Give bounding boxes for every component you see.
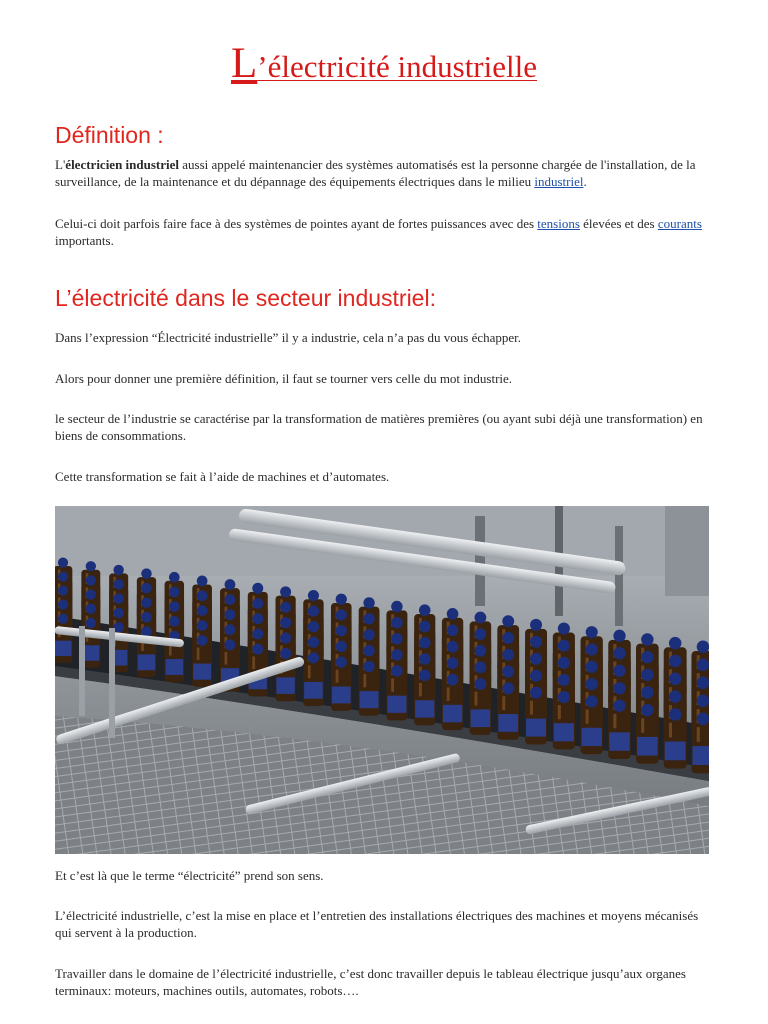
title-rest: ’électricité industrielle [257, 49, 537, 84]
secteur-paragraph-2: Alors pour donner une première définition, il faut se tourner vers celle du mot industrie. [55, 371, 513, 386]
p2-text-3: importants. [55, 233, 114, 248]
p1-suffix: . [583, 174, 587, 189]
definition-paragraph-1 [55, 156, 710, 190]
secteur-paragraph-6: L’électricité industrielle, c’est la mise en place et l’entretien des installations électriques des machines et moyens mécanisés qui servent à la production. [55, 908, 699, 940]
industriel-link[interactable]: industriel [534, 174, 584, 189]
p2-text-2: élevées et des [579, 216, 658, 231]
secteur-heading: L’électricité dans le secteur industriel: [55, 285, 436, 311]
bottling-line-photo [55, 506, 709, 854]
tensions-link[interactable]: tensions [537, 216, 580, 231]
definition-paragraph-2 [55, 215, 710, 249]
title-first-letter: L [230, 40, 258, 87]
p1-text: aussi appelé maintenancier des systèmes automatisés est la personne chargée de l'installation, de la surveillance, de la maintenance et du dépannage des équipements électriques dans le milieu [55, 157, 696, 189]
p1-prefix: L' [55, 157, 66, 172]
secteur-paragraph-5: Et c’est là que le terme “électricité” prend son sens. [55, 868, 324, 883]
definition-heading: Définition : [55, 122, 164, 148]
secteur-paragraph-7: Travailler dans le domaine de l’électricité industrielle, c’est donc travailler depuis le tableau électrique jusqu’aux organes terminaux: moteurs, machines outils, automates, robots…. [55, 966, 686, 998]
p1-bold-term: électricien industriel [65, 157, 180, 172]
secteur-paragraph-3: le secteur de l’industrie se caractérise par la transformation de matières premières (ou ayant subi déjà une transformation) en biens de consommations. [55, 411, 703, 443]
secteur-paragraph-4: Cette transformation se fait à l’aide de machines et d’automates. [55, 469, 390, 484]
bottling-line-illustration [55, 506, 709, 854]
secteur-paragraph-1: Dans l’expression “Électricité industrielle” il y a industrie, cela n’a pas du vous échapper. [55, 330, 522, 345]
page-title [0, 36, 768, 95]
p2-text-1: Celui-ci doit parfois faire face à des systèmes de pointes ayant de fortes puissances avec des [55, 216, 538, 231]
courants-link[interactable]: courants [657, 216, 702, 231]
